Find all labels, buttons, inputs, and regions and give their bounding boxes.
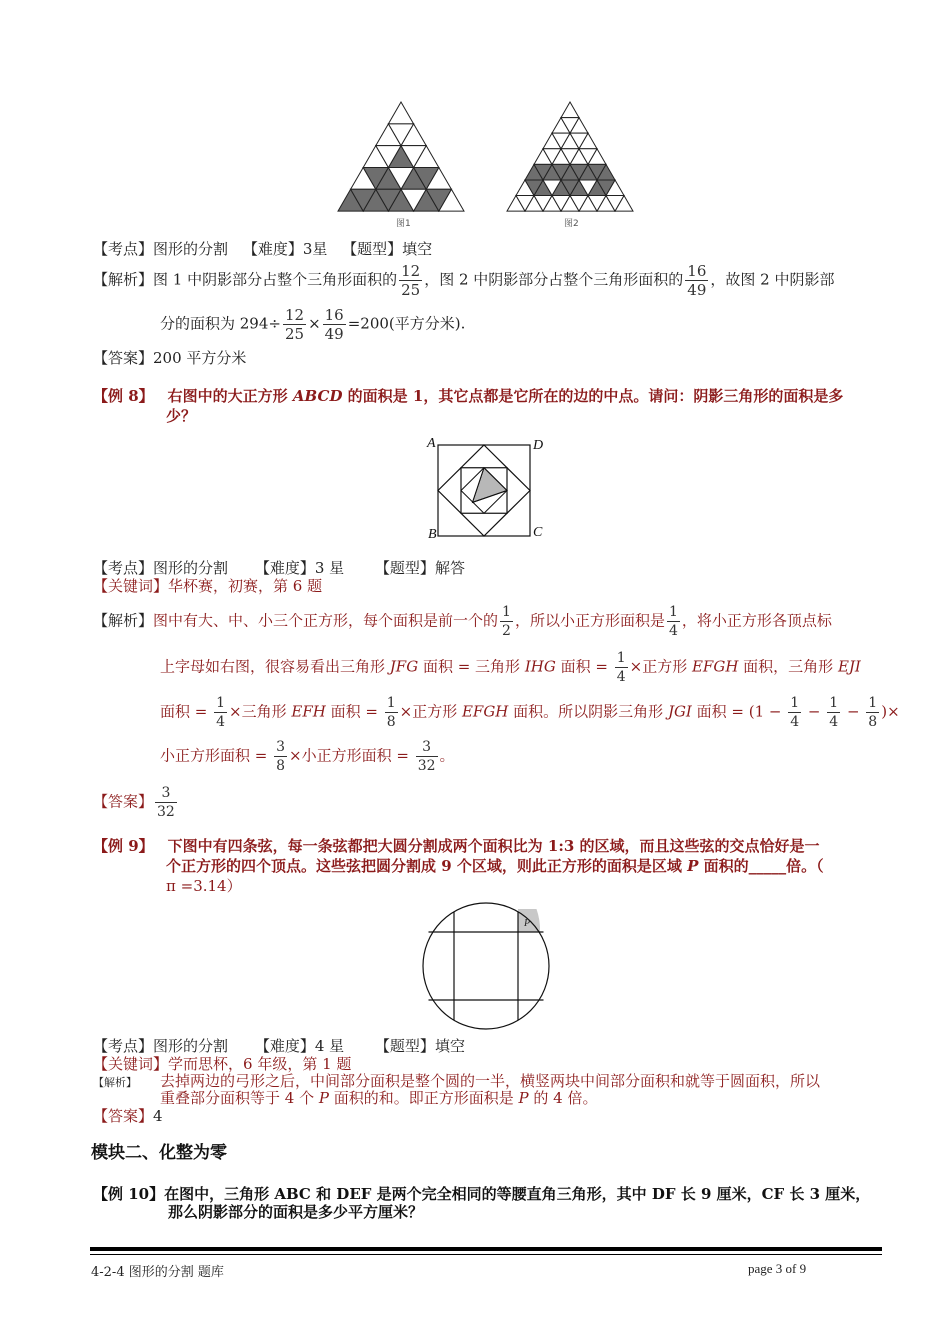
module-heading: 模块二、化整为零 bbox=[91, 1143, 227, 1163]
ex8-solution-line1: 【解析】图中有大、中、小三个正方形，每个面积是前一个的 $\frac{1}{2}$ ，所以小正方形面积是 $\frac{1}{4}$ ，将小正方形各顶点标 bbox=[93, 604, 832, 639]
ex8-meta: 【考点】图形的分割 【难度】3 星 【题型】解答 bbox=[93, 559, 465, 577]
footer-left: 4-2-4 图形的分割 题库 bbox=[91, 1265, 224, 1280]
ex8-question-line2: 少？ bbox=[166, 407, 197, 425]
ex9-question-line2: 个正方形的四个顶点。这些弦把圆分割成 9 个区域，则此正方形的面积是区域 P 面积的_____倍。（ bbox=[166, 857, 824, 875]
ex8-solution-line4: 小正方形面积 = $\frac{3}{8}$ ×小正方形面积 = $\frac{3}{32}$ 。 bbox=[160, 739, 455, 774]
ex8-keywords: 【关键词】华杯赛，初赛，第 6 题 bbox=[93, 577, 323, 595]
label-D: D bbox=[533, 438, 544, 453]
label-C: C bbox=[533, 525, 543, 540]
ex9-keywords: 【关键词】学而思杯，6 年级，第 1 题 bbox=[93, 1055, 352, 1073]
circle-chords-figure bbox=[418, 900, 554, 1032]
ex8-solution-line3: 面积 = $\frac{1}{4}$ ×三角形 EFH 面积 = $\frac{1}{8}$ ×正方形 EFGH 面积。所以阴影三角形 JGI 面积 = (1 − $\frac{1}{4}$ − $\frac{1}{4}$ − $\frac{1}{8}$ )× bbox=[160, 695, 900, 730]
ex9-question-line1: 【例 9】 下图中有四条弦，每一条弦都把大圆分割成两个面积比为 1:3 的区域，而且这些弦的交点恰好是一 bbox=[93, 837, 820, 855]
label-P: P bbox=[524, 918, 531, 929]
ex7-solution-line1: 【解析】图 1 中阴影部分占整个三角形面积的 $\frac{12}{25}$ ，图 2 中阴影部分占整个三角形面积的 $\frac{16}{49}$ ，故图 2 中阴影部 bbox=[93, 262, 835, 299]
figure-2-caption: 图2 bbox=[564, 219, 579, 229]
label-B: B bbox=[428, 527, 437, 542]
nested-squares-figure bbox=[420, 436, 550, 546]
ex9-answer: 【答案】4 bbox=[93, 1107, 163, 1125]
ex8-solution-line2: 上字母如右图，很容易看出三角形 JFG 面积 = 三角形 IHG 面积 = $\frac{1}{4}$ ×正方形 EFGH 面积，三角形 EJI bbox=[160, 650, 861, 685]
cell bbox=[388, 102, 413, 124]
ex8-question-line1: 【例 8】 右图中的大正方形 ABCD 的面积是 1，其它点都是它所在的边的中点。请问：阴影三角形的面积是多 bbox=[93, 387, 844, 405]
cell bbox=[561, 102, 579, 118]
footer-page-number: page 3 of 9 bbox=[748, 1261, 807, 1276]
ex7-solution-line2: 分的面积为 294÷ $\frac{12}{25}$ × $\frac{16}{49}$ =200(平方分米). bbox=[160, 306, 466, 343]
figure-2-triangle bbox=[507, 102, 633, 211]
footer-rule-thin bbox=[90, 1254, 882, 1255]
figure-1-triangle bbox=[338, 102, 464, 211]
ex9-meta: 【考点】图形的分割 【难度】4 星 【题型】填空 bbox=[93, 1037, 465, 1055]
triangle-figures bbox=[330, 98, 650, 230]
footer-rule-thick bbox=[90, 1247, 882, 1251]
ex10-question-line2: 那么阴影部分的面积是多少平方厘米？ bbox=[168, 1203, 424, 1221]
ex7-meta: 【考点】图形的分割 【难度】3星 【题型】填空 bbox=[93, 240, 433, 258]
ex10-question-line1: 【例 10】在图中，三角形 ABC 和 DEF 是两个完全相同的等腰直角三角形，其中 DF 长 9 厘米，CF 长 3 厘米， bbox=[93, 1185, 871, 1203]
ex7-answer: 【答案】200 平方分米 bbox=[93, 349, 247, 367]
figure-1-caption: 图1 bbox=[396, 219, 411, 229]
ex9-question-line3: π =3.14） bbox=[166, 877, 242, 895]
label-A: A bbox=[427, 436, 436, 451]
ex9-solution-line2: 重叠部分面积等于 4 个 P 面积的和。即正方形面积是 P 的 4 倍。 bbox=[160, 1089, 598, 1107]
ex9-solution-line1: 【解析】 去掉两边的弓形之后，中间部分面积是整个圆的一半，横竖两块中间部分面积和就等于圆面积，所以 bbox=[93, 1072, 821, 1090]
ex8-answer: 【答案】 $\frac{3}{32}$ bbox=[93, 785, 175, 820]
